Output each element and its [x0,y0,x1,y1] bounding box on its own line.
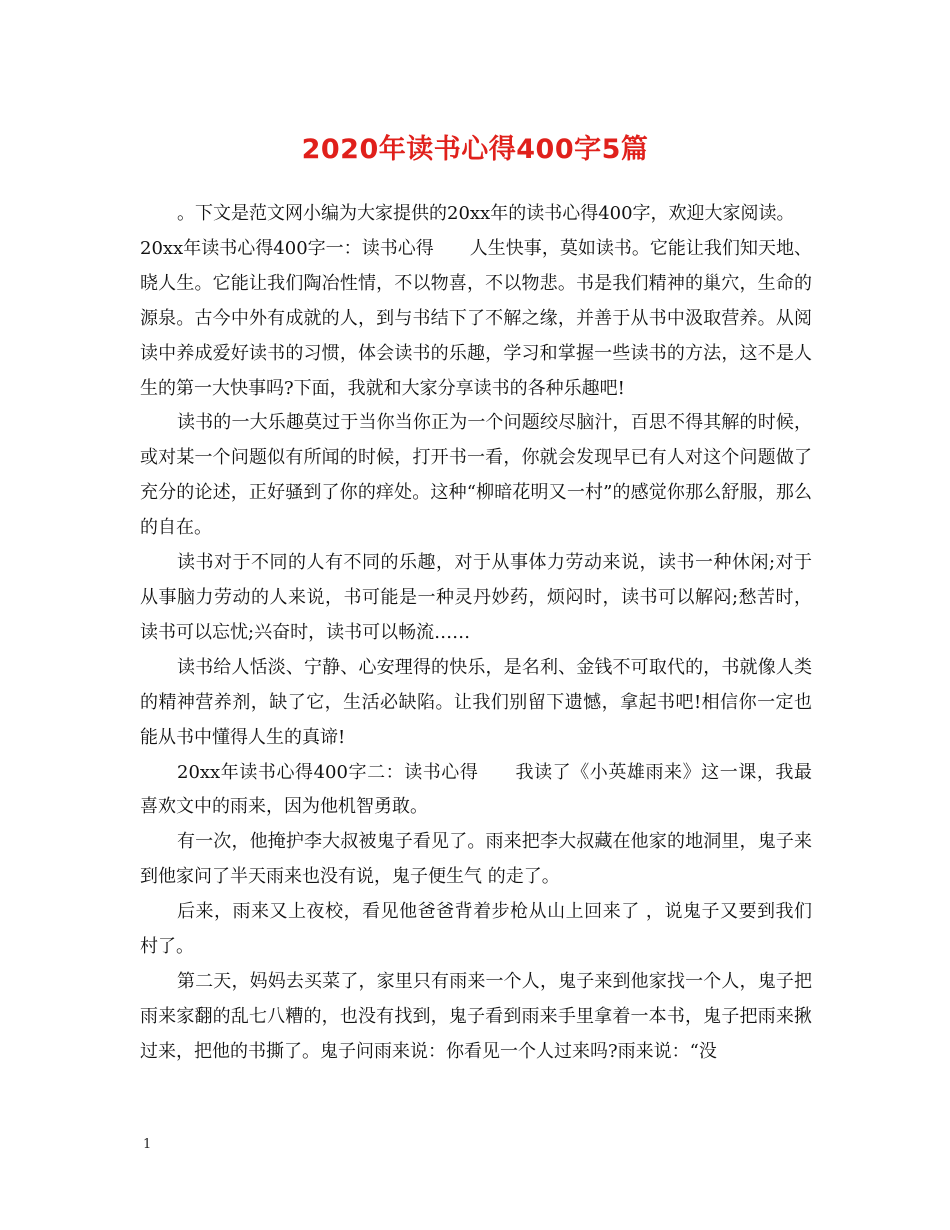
paragraph-essay-one-opening: 20xx年读书心得400字一：读书心得 人生快事，莫如读书。它能让我们知天地、晓人生。它能让我们陶冶性情，不以物喜，不以物悲。书是我们精神的巢穴，生命的源泉。古今中外有成就的人，到与书结下了不解之缘，并善于从书中汲取营养。从阅读中养成爱好读书的习惯，体会读书的乐趣，学习和掌握一些读书的方法，这不是人生的第一大快事吗?下面，我就和大家分享读书的各种乐趣吧! [140,237,812,399]
paragraph-second-day: 第二天，妈妈去买菜了，家里只有雨来一个人，鬼子来到他家找一个人，鬼子把雨来家翻的乱七八糟的，也没有找到，鬼子看到雨来手里拿着一本书，鬼子把雨来揪过来，把他的书撕了。鬼子问雨来说：你看见一个人过来吗?雨来说：“没 [140,970,812,1062]
document-title: 2020年读书心得400字5篇 [301,134,649,165]
paragraph-spiritual-nourishment: 读书给人恬淡、宁静、心安理得的快乐，是名利、金钱不可取代的，书就像人类的精神营养剂，缺了它，生活必缺陷。让我们别留下遗憾，拿起书吧!相信你一定也能从书中懂得人生的真谛! [140,656,812,748]
paragraph-hiding-uncle: 有一次，他掩护李大叔被鬼子看见了。雨来把李大叔藏在他家的地洞里，鬼子来到他家问了半天雨来也没有说，鬼子便生气 的走了。 [140,831,812,888]
paragraph-essay-two-opening: 20xx年读书心得400字二：读书心得 我读了《小英雄雨来》这一课，我最喜欢文中的雨来，因为他机智勇敢。 [140,761,812,818]
paragraph-reading-joy: 读书的一大乐趣莫过于当你当你正为一个问题绞尽脑汁，百思不得其解的时候，或对某一个问题似有所闻的时候，打开书一看，你就会发现早已有人对这个问题做了充分的论述，正好骚到了你的痒处。这种“柳暗花明又一村”的感觉你那么舒服，那么的自在。 [140,412,812,539]
paragraph-night-school: 后来，雨来又上夜校，看见他爸爸背着步枪从山上回来了 ，说鬼子又要到我们村了。 [140,901,812,958]
paragraph-different-joys: 读书对于不同的人有不同的乐趣，对于从事体力劳动来说，读书一种休闲;对于从事脑力劳动的人来说，书可能是一种灵丹妙药，烦闷时，读书可以解闷;愁苦时，读书可以忘忧;兴奋时，读书可以畅流…… [140,552,812,643]
paragraph-intro: 。下文是范文网小编为大家提供的20xx年的读书心得400字，欢迎大家阅读。 [177,203,795,224]
document-body [140,197,812,1070]
page-number: 1 [143,1137,152,1152]
